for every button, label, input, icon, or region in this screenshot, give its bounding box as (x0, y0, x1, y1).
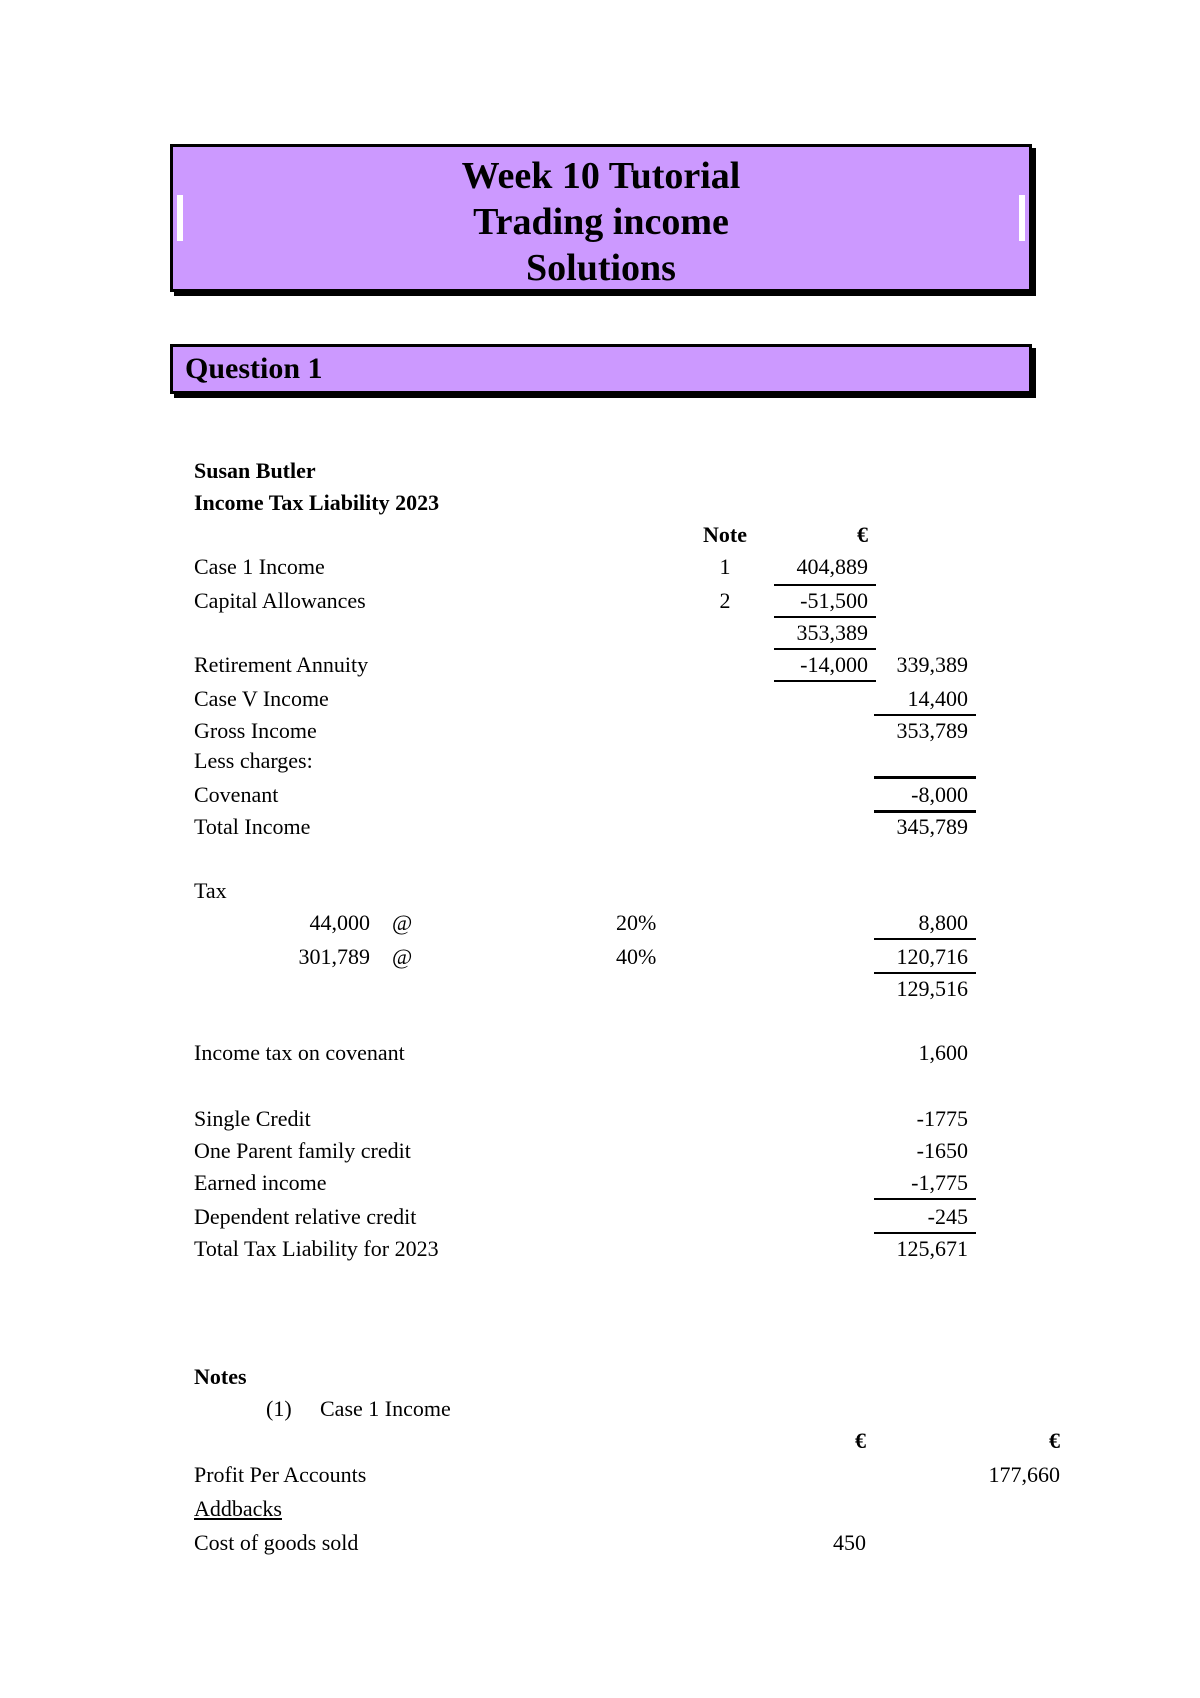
banner-tick-left (177, 195, 183, 241)
band2-amount: 301,789 (298, 944, 370, 969)
rule (874, 1198, 976, 1200)
band1-rate: 20% (616, 910, 657, 935)
note-column-header: Note (703, 522, 747, 547)
profit-value: 177,660 (988, 1462, 1060, 1487)
note1-number: (1) (266, 1396, 292, 1421)
retirement-label: Retirement Annuity (194, 652, 369, 677)
total-liability-value: 125,671 (896, 1236, 968, 1261)
banner-tick-right (1019, 195, 1025, 241)
taxpayer-name: Susan Butler (194, 458, 316, 483)
statement-subtitle: Income Tax Liability 2023 (194, 490, 440, 515)
case5-label: Case V Income (194, 686, 329, 711)
rule (774, 584, 876, 586)
case1-label: Case 1 Income (194, 554, 325, 579)
single-credit-label: Single Credit (194, 1106, 311, 1131)
rule (874, 776, 976, 779)
rule (874, 938, 976, 940)
note1-label: Case 1 Income (320, 1396, 451, 1421)
capital-note: 2 (719, 588, 731, 613)
notes-currency-col2: € (1049, 1428, 1060, 1453)
retirement-total: 339,389 (896, 652, 968, 677)
subtotal-amount: 353,389 (796, 620, 868, 645)
dependent-value: -245 (927, 1204, 968, 1229)
title-line-3: Solutions (526, 247, 676, 289)
retirement-amount: -14,000 (800, 652, 868, 677)
rule (874, 714, 976, 716)
tax-subtotal: 129,516 (896, 976, 968, 1001)
title-line-2: Trading income (473, 201, 729, 243)
less-charges-label: Less charges: (194, 748, 313, 773)
case1-note: 1 (719, 554, 731, 579)
band2-rate: 40% (616, 944, 657, 969)
cogs-value: 450 (833, 1530, 866, 1555)
rule (874, 972, 976, 974)
gross-amount: 353,789 (896, 718, 968, 743)
band1-amount: 44,000 (309, 910, 370, 935)
rule (774, 680, 876, 682)
gross-label: Gross Income (194, 718, 317, 743)
tax-label: Tax (194, 878, 227, 903)
title-line-1: Week 10 Tutorial (461, 155, 741, 197)
earned-label: Earned income (194, 1170, 327, 1195)
notes-currency-col1: € (855, 1428, 866, 1453)
total-income-amount: 345,789 (896, 814, 968, 839)
case1-amount: 404,889 (796, 554, 868, 579)
covenant-label: Covenant (194, 782, 279, 807)
band1-at: @ (392, 910, 413, 935)
earned-value: -1,775 (911, 1170, 968, 1195)
capital-label: Capital Allowances (194, 588, 366, 613)
title-banner (170, 144, 1032, 292)
notes-heading: Notes (194, 1364, 247, 1389)
covenant-amount: -8,000 (911, 782, 968, 807)
one-parent-value: -1650 (916, 1138, 968, 1163)
rule (774, 616, 876, 618)
dependent-label: Dependent relative credit (194, 1204, 417, 1229)
question-banner: Question 1 (170, 344, 1032, 394)
total-liability-label: Total Tax Liability for 2023 (194, 1236, 439, 1261)
rule (874, 810, 976, 813)
band2-at: @ (392, 944, 413, 969)
one-parent-label: One Parent family credit (194, 1138, 411, 1163)
cogs-label: Cost of goods sold (194, 1530, 359, 1555)
addbacks-heading: Addbacks (194, 1496, 282, 1521)
single-credit-value: -1775 (916, 1106, 968, 1131)
rule (874, 1232, 976, 1234)
band1-value: 8,800 (918, 910, 968, 935)
covenant-tax-label: Income tax on covenant (194, 1040, 405, 1065)
band2-value: 120,716 (896, 944, 968, 969)
profit-label: Profit Per Accounts (194, 1462, 367, 1487)
covenant-tax-value: 1,600 (918, 1040, 968, 1065)
capital-amount: -51,500 (800, 588, 868, 613)
total-income-label: Total Income (194, 814, 311, 839)
rule (774, 648, 876, 650)
case5-amount: 14,400 (907, 686, 968, 711)
currency-column-header: € (857, 522, 868, 547)
